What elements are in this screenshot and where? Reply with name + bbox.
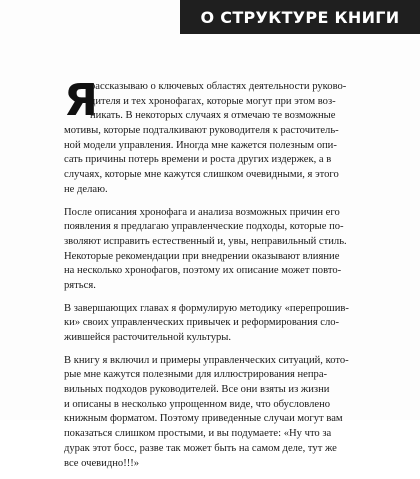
text-line: зволяют исправить естественный и, увы, неправильный стиль. <box>64 235 347 247</box>
chapter-body <box>64 75 356 479</box>
drop-cap: Я <box>64 75 98 126</box>
text-line: все очевидно!!!» <box>64 457 140 469</box>
text-line: вильных подходов руководителей. Все они взяты из жизни <box>64 384 330 396</box>
paragraph-1 <box>64 75 356 198</box>
text-line: ной модели управления. Иногда мне кажется полезным опи- <box>64 139 337 151</box>
text-line: книжным форматом. Поэтому приведенные случаи могут вам <box>64 413 343 425</box>
text-line: и описаны в несколько упрощенном виде, что обусловлено <box>64 398 331 410</box>
paragraph-4 <box>64 354 356 472</box>
text-line: показаться слишком простыми, и вы подумаете: «Ну что за <box>64 428 332 440</box>
text-line: рассказываю о ключевых областях деятельности руково- <box>90 81 347 92</box>
paragraph-3 <box>64 302 356 346</box>
paragraph-2 <box>64 206 356 294</box>
text-line: дурак этот босс, разве так может быть на самом деле, тут же <box>64 442 337 454</box>
text-line: дителя и тех хронофагах, которые могут при этом воз- <box>90 95 336 107</box>
text-line: случаях, которые мне кажутся слишком очевидными, я этого <box>64 169 339 181</box>
text-line: на несколько хронофагов, поэтому их описание может повто- <box>64 265 342 277</box>
text-line: В книгу я включил и примеры управленческих ситуаций, кото- <box>64 354 349 366</box>
text-line: жившейся расточительной культуры. <box>64 332 232 343</box>
text-line: появления я предлагаю управленческие подходы, которые по- <box>64 221 344 233</box>
text-line: ряться. <box>64 279 96 291</box>
text-line: Некоторые рекомендации при внедрении оказывают влияние <box>64 250 340 262</box>
text-line: мотивы, которые подталкивают руководителя к расточитель- <box>64 125 339 137</box>
text-line: В завершающих главах я формулирую методику «перепрошив- <box>64 302 349 314</box>
text-line: После описания хронофага и анализа возможных причин его <box>64 206 340 218</box>
chapter-title-bar <box>180 0 420 34</box>
text-line: сать причины потерь времени и роста других издержек, а в <box>64 154 332 166</box>
text-line: ки» своих управленческих привычек и реформирования сло- <box>64 317 340 329</box>
text-line: рые мне кажутся полезными для иллюстрирования непра- <box>64 369 328 381</box>
text-line: не делаю. <box>64 183 108 195</box>
chapter-title: О СТРУКТУРЕ КНИГИ <box>200 7 400 27</box>
text-line: никать. В некоторых случаях я отмечаю те возможные <box>90 110 336 122</box>
